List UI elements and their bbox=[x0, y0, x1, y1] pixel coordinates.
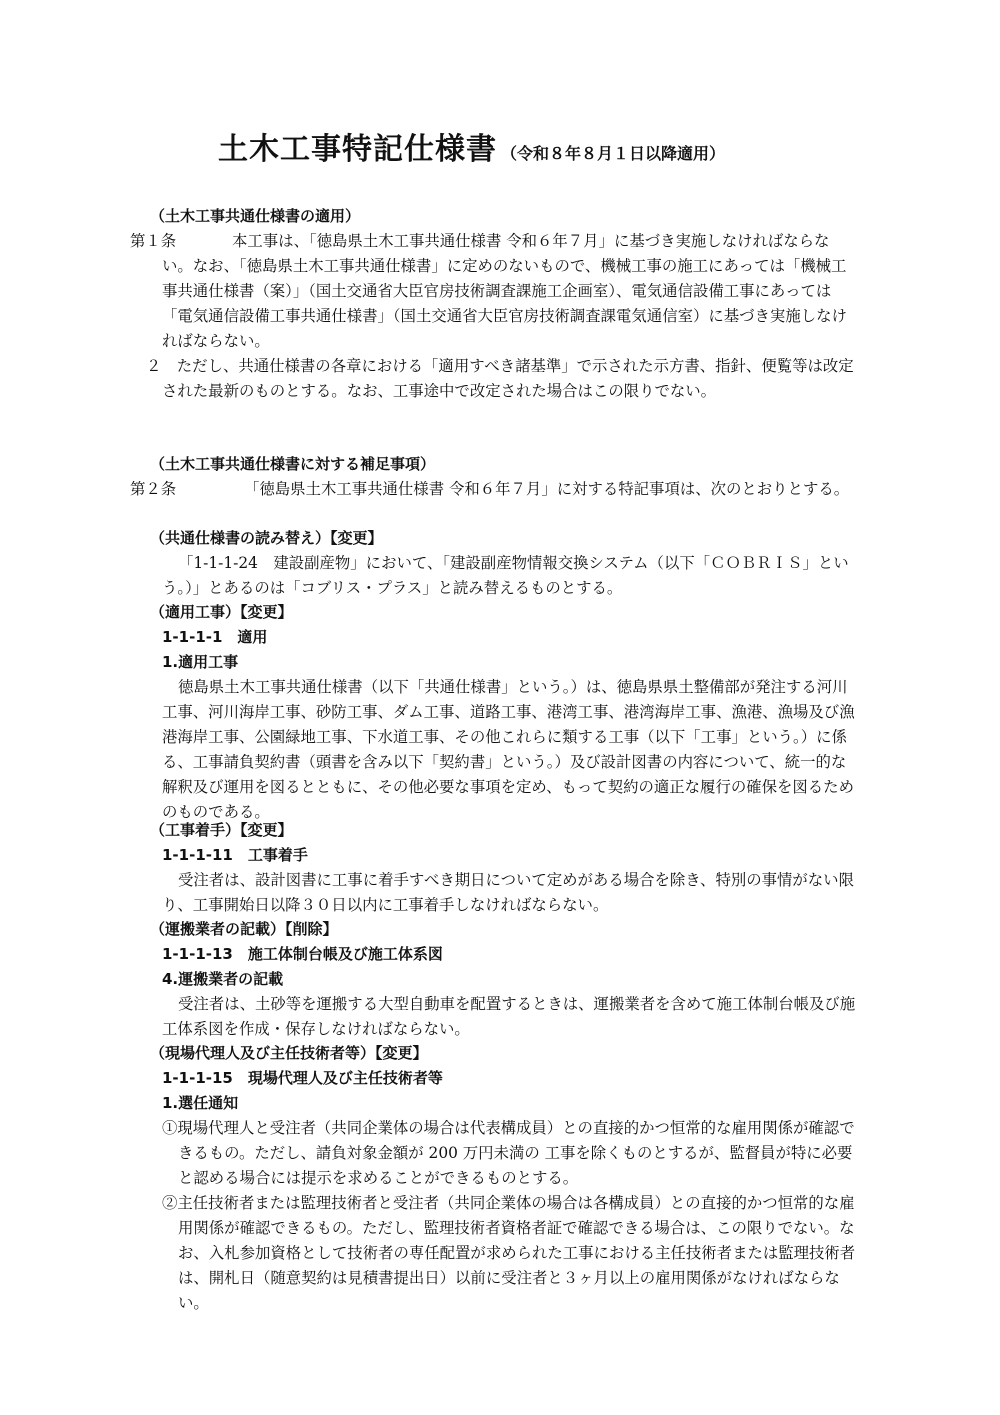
section-replacement-text: 「1-1-1-24 建設副産物」において、「建設副産物情報交換システム（以下「ＣＯＢＲＩＳ」という。）」とあるのは「コブリス・プラス」と読み替えるものとする。 bbox=[162, 554, 849, 597]
section-applicable-text: 徳島県土木工事共通仕様書（以下「共通仕様書」という。）は、徳島県県土整備部が発注する河川工事、河川海岸工事、砂防工事、ダム工事、道路工事、港湾工事、港湾海岸工事、漁港、漁場及び漁港海岸工事、公園緑地工事、下水道工事、その他これらに類する工事（以下「工事」という。）に係る、工事請負契約書（頭書を含み以下「契約書」という。）及び設計図書の内容について、統一的な解釈及び運用を図るとともに、その他必要な事項を定め、もって契約の適正な履行の確保を図るためのものである。 bbox=[162, 678, 855, 821]
article-2-heading: （土木工事共通仕様書に対する補足事項） bbox=[150, 455, 436, 473]
article-1-paragraph bbox=[130, 229, 858, 354]
section-start-text: 受注者は、設計図書に工事に着手すべき期日について定めがある場合を除き、特別の事情がない限り、工事開始日以降３０日以内に工事着手しなければならない。 bbox=[162, 871, 854, 914]
section-applicable-heading: （適用工事）【変更】 bbox=[150, 603, 293, 621]
section-agent-heading: （現場代理人及び主任技術者等）【変更】 bbox=[150, 1044, 428, 1062]
article-2-paragraph bbox=[130, 477, 858, 502]
article-1-heading: （土木工事共通仕様書の適用） bbox=[150, 207, 361, 225]
section-agent-body-1 bbox=[162, 1116, 858, 1191]
article-1-paragraph-2 bbox=[146, 354, 858, 404]
article-1-label: 第１条 bbox=[130, 232, 177, 250]
section-replacement-heading: （共通仕様書の読み替え）【変更】 bbox=[150, 529, 383, 547]
document-title bbox=[218, 124, 918, 168]
article-1-text: 本工事は、「徳島県土木工事共通仕様書 令和６年７月」に基づき実施しなければならない。なお、「徳島県土木工事共通仕様書」に定めのないもので、機械工事の施工にあっては「機械工事共通仕様書（案）」（国土交通省大臣官房技術調査課施工企画室）、電気通信設備工事にあっては「電気通信設備工事共通仕様書」（国土交通省大臣官房技術調査課電気通信室）に基づき実施しなければならない。 bbox=[162, 232, 847, 350]
section-start-heading: （工事着手）【変更】 bbox=[150, 821, 293, 839]
section-transport-item: 4.運搬業者の記載 bbox=[162, 970, 284, 988]
section-applicable-clause: 1-1-1-1 適用 bbox=[162, 628, 268, 646]
section-agent-text-2: ②主任技術者または監理技術者と受注者（共同企業体の場合は各構成員）との直接的かつ恒常的な雇用関係が確認できるもの。ただし、監理技術者資格者証で確認できる場合は、この限りでない。なお、入札参加資格として技術者の専任配置が求められた工事における主任技術者または監理技術者は、開札日（随意契約は見積書提出日）以前に受注者と３ヶ月以上の雇用関係がなければならない。 bbox=[162, 1194, 856, 1312]
section-transport-text: 受注者は、土砂等を運搬する大型自動車を配置するときは、運搬業者を含めて施工体制台帳及び施工体系図を作成・保存しなければならない。 bbox=[162, 995, 856, 1038]
title-main: 土木工事特記仕様書 bbox=[218, 132, 497, 167]
section-agent-item: 1.選任通知 bbox=[162, 1094, 239, 1112]
section-start-body bbox=[162, 868, 858, 918]
article-2-text: 「徳島県土木工事共通仕様書 令和６年７月」に対する特記事項は、次のとおりとする。 bbox=[244, 480, 850, 498]
section-transport-heading: （運搬業者の記載）【削除】 bbox=[150, 920, 338, 938]
section-agent-clause: 1-1-1-15 現場代理人及び主任技術者等 bbox=[162, 1069, 443, 1087]
section-start-clause: 1-1-1-11 工事着手 bbox=[162, 846, 308, 864]
section-agent-body-2 bbox=[162, 1191, 858, 1316]
section-applicable-body bbox=[162, 675, 858, 825]
section-agent-text-1: ①現場代理人と受注者（共同企業体の場合は代表構成員）との直接的かつ恒常的な雇用関係が確認できるもの。ただし、請負対象金額が 200 万円未満の 工事を除くものとするが、監督員が特に必要と認める場合には提示を求めることができるものとする。 bbox=[162, 1119, 855, 1187]
section-transport-body bbox=[162, 992, 858, 1042]
title-subtitle: （令和８年８月１日以降適用） bbox=[501, 144, 726, 163]
article-2-label: 第２条 bbox=[130, 480, 177, 498]
article-1-text-2: ２ ただし、共通仕様書の各章における「適用すべき諸基準」で示された示方書、指針、便覧等は改定された最新のものとする。なお、工事途中で改定された場合はこの限りでない。 bbox=[146, 357, 854, 400]
section-transport-clause: 1-1-1-13 施工体制台帳及び施工体系図 bbox=[162, 945, 443, 963]
section-replacement-body bbox=[162, 551, 858, 601]
section-applicable-item: 1.適用工事 bbox=[162, 653, 239, 671]
